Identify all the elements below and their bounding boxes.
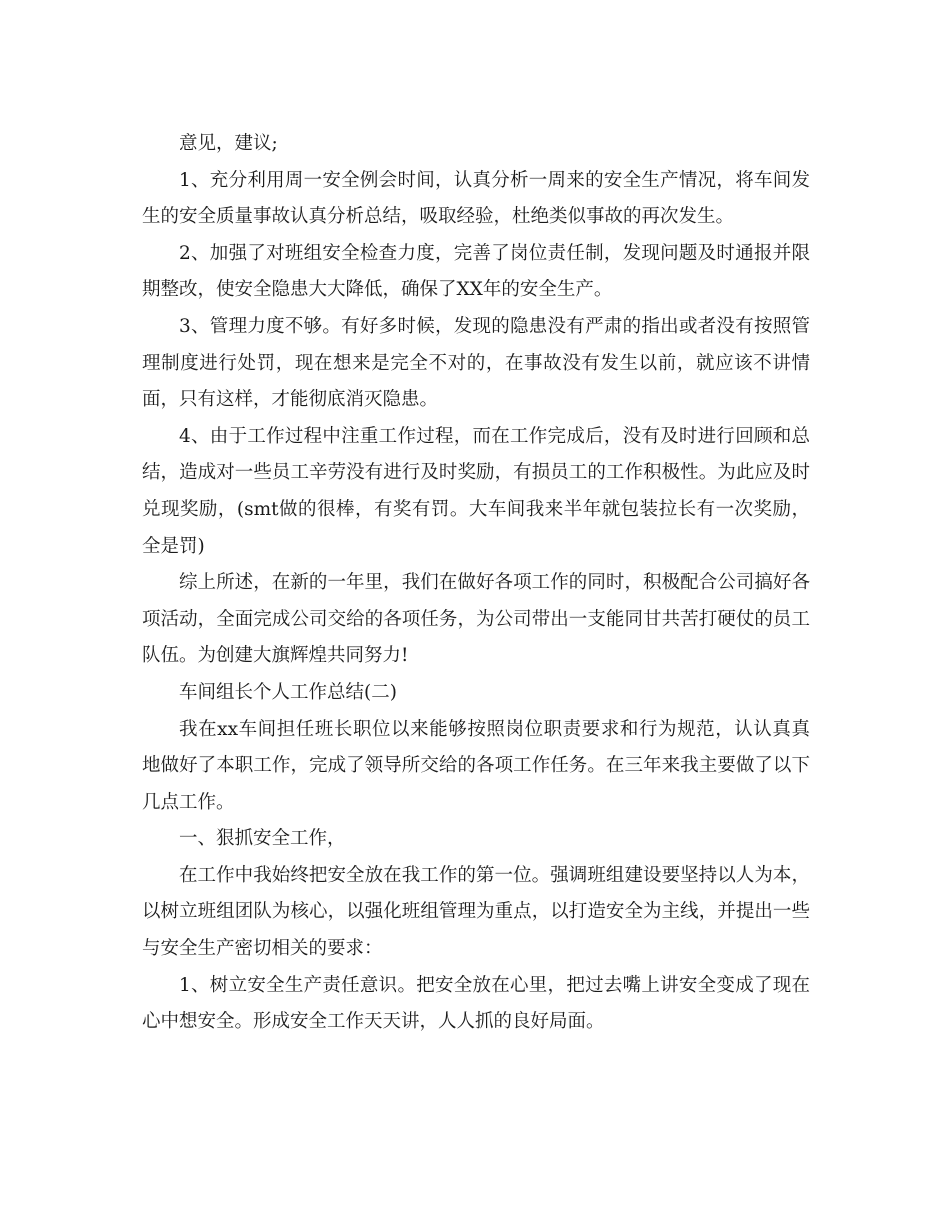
document-body (142, 126, 810, 1041)
paragraph-opinions-heading: 意见，建议; (179, 133, 278, 154)
subheading-safety: 一、狠抓安全工作， (179, 828, 346, 850)
paragraph-intro: 我在xx车间担任班长职位以来能够按照岗位职责要求和行为规范，认认真真地做好了本职工作，完成了领导所交给的各项工作任务。在三年来我主要做了以下几点工作。 (142, 718, 810, 813)
paragraph-item-2-inspection: 2、加强了对班组安全检查力度，完善了岗位责任制，发现问题及时通报并限期整改，使安全隐患大大降低，确保了XX年的安全生产。 (142, 242, 810, 301)
paragraph-safety-first: 在工作中我始终把安全放在我工作的第一位。强调班组建设要坚持以人为本，以树立班组团队为核心，以强化班组管理为重点，以打造安全为主线，并提出一些与安全生产密切相关的要求： (142, 864, 810, 960)
paragraph-item-4-rewards: 4、由于工作过程中注重工作过程，而在工作完成后，没有及时进行回顾和总结，造成对一些员工辛劳没有进行及时奖励，有损员工的工作积极性。为此应及时兑现奖励，(smt做的很棒，有奖有罚。大车间我来半年就包装拉长有一次奖励，全是罚) (142, 425, 810, 557)
paragraph-item-3-management: 3、管理力度不够。有好多时候，发现的隐患没有严肃的指出或者没有按照管理制度进行处罚，现在想来是完全不对的，在事故没有发生以前，就应该不讲情面，只有这样，才能彻底消灭隐患。 (142, 315, 810, 411)
paragraph-responsibility: 1、树立安全生产责任意识。把安全放在心里，把过去嘴上讲安全变成了现在心中想安全。形成安全工作天天讲，人人抓的良好局面。 (142, 974, 810, 1033)
section-title: 车间组长个人工作总结(二) (179, 681, 397, 703)
paragraph-summary: 综上所述，在新的一年里，我们在做好各项工作的同时，积极配合公司搞好各项活动，全面完成公司交给的各项任务，为公司带出一支能同甘共苦打硬仗的员工队伍。为创建大旗辉煌共同努力! (142, 572, 810, 667)
paragraph-item-1-safety-meeting: 1、充分利用周一安全例会时间，认真分析一周来的安全生产情况，将车间发生的安全质量事故认真分析总结，吸取经验，杜绝类似事故的再次发生。 (142, 169, 810, 228)
